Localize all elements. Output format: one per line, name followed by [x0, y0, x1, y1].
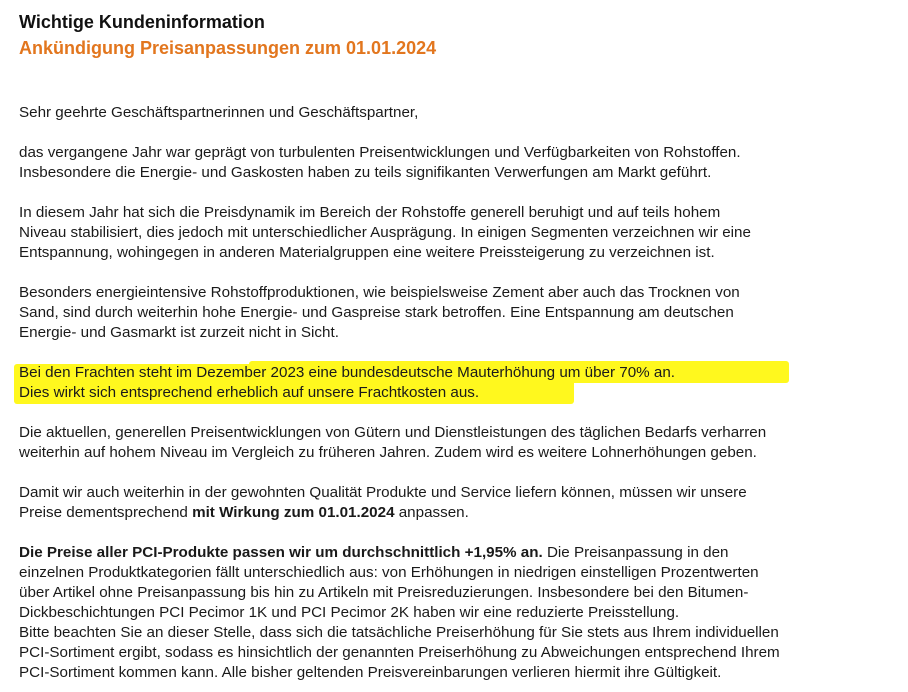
paragraph-price-dynamics — [19, 203, 899, 263]
price-increase-bold: Die Preise aller PCI-Produkte passen wir um durchschnittlich +1,95% an. — [19, 544, 543, 561]
document — [19, 11, 899, 683]
text-line: das vergangene Jahr war geprägt von turbulenten Preisentwicklungen und Verfügbarkeiten von Rohstoffen. — [19, 144, 741, 161]
paragraph-freight — [19, 363, 899, 403]
text-line: einzelnen Produktkategorien fällt unterschiedlich aus: von Erhöhungen in niedrigen einstelligen Prozentwerten — [19, 564, 759, 581]
text-segment: anpassen. — [394, 504, 469, 521]
document-title: Wichtige Kundeninformation — [19, 12, 265, 32]
text-line: Die aktuellen, generellen Preisentwicklungen von Gütern und Dienstleistungen des täglichen Bedarfs verharren — [19, 424, 767, 441]
text-line: Besonders energieintensive Rohstoffproduktionen, wie beispielsweise Zement aber auch das Trocknen von — [19, 284, 740, 301]
text-line: über Artikel ohne Preisanpassung bis hin zu Artikeln mit Preisreduzierungen. Insbesondere bei den Bitumen- — [19, 584, 749, 601]
text-line: Niveau stabilisiert, dies jedoch mit unterschiedlicher Ausprägung. In einigen Segmenten verzeichnen wir eine — [19, 224, 751, 241]
paragraph-general-prices — [19, 423, 899, 463]
text-line: In diesem Jahr hat sich die Preisdynamik im Bereich der Rohstoffe generell beruhigt und auf teils hohem — [19, 204, 721, 221]
paragraph-pci-prices — [19, 543, 899, 683]
text-line: Bitte beachten Sie an dieser Stelle, dass sich die tatsächliche Preiserhöhung für Sie stets aus Ihrem individuellen — [19, 624, 779, 641]
highlighted-paragraph — [19, 363, 899, 403]
text-line: Bei den Frachten steht im Dezember 2023 eine bundesdeutsche Mauterhöhung um über 70% an. — [19, 364, 676, 381]
text-segment: Die Preisanpassung in den — [542, 544, 729, 561]
text-line — [19, 503, 899, 523]
text-line: PCI-Sortiment kommen kann. Alle bisher geltenden Preisvereinbarungen verlieren hiermit ihre Gültigkeit. — [19, 664, 722, 681]
text-line: Dickbeschichtungen PCI Pecimor 1K und PCI Pecimor 2K haben wir eine reduzierte Preisstellung. — [19, 604, 680, 621]
paragraph-intro — [19, 143, 899, 183]
text-line: PCI-Sortiment ergibt, sodass es hinsichtlich der genannten Preiserhöhung zu Abweichungen entsprechend Ihrem — [19, 644, 780, 661]
text-line: weiterhin auf hohem Niveau im Vergleich zu früheren Jahren. Zudem wird es weitere Lohnerhöhungen geben. — [19, 444, 757, 461]
salutation: Sehr geehrte Geschäftspartnerinnen und Geschäftspartner, — [19, 104, 419, 121]
text-segment: Preise dementsprechend — [19, 504, 193, 521]
document-subtitle: Ankündigung Preisanpassungen zum 01.01.2024 — [19, 38, 437, 58]
text-line: Insbesondere die Energie- und Gaskosten haben zu teils signifikanten Verwerfungen am Markt geführt. — [19, 164, 712, 181]
text-line: Dies wirkt sich entsprechend erheblich auf unsere Frachtkosten aus. — [19, 384, 480, 401]
text-line: Energie- und Gasmarkt ist zurzeit nicht in Sicht. — [19, 324, 339, 341]
effective-date-bold: mit Wirkung zum 01.01.2024 — [192, 504, 395, 521]
text-line: Sand, sind durch weiterhin hohe Energie- und Gaspreise stark betroffen. Eine Entspannung am deutschen — [19, 304, 734, 321]
text-line — [19, 543, 899, 563]
text-line: Entspannung, wohingegen in anderen Materialgruppen eine weitere Preissteigerung zu verzeichnen ist. — [19, 244, 715, 261]
text-line: Damit wir auch weiterhin in der gewohnten Qualität Produkte und Service liefern können, müssen wir unsere — [19, 484, 747, 501]
paragraph-energy — [19, 283, 899, 343]
paragraph-adjustment — [19, 483, 899, 523]
